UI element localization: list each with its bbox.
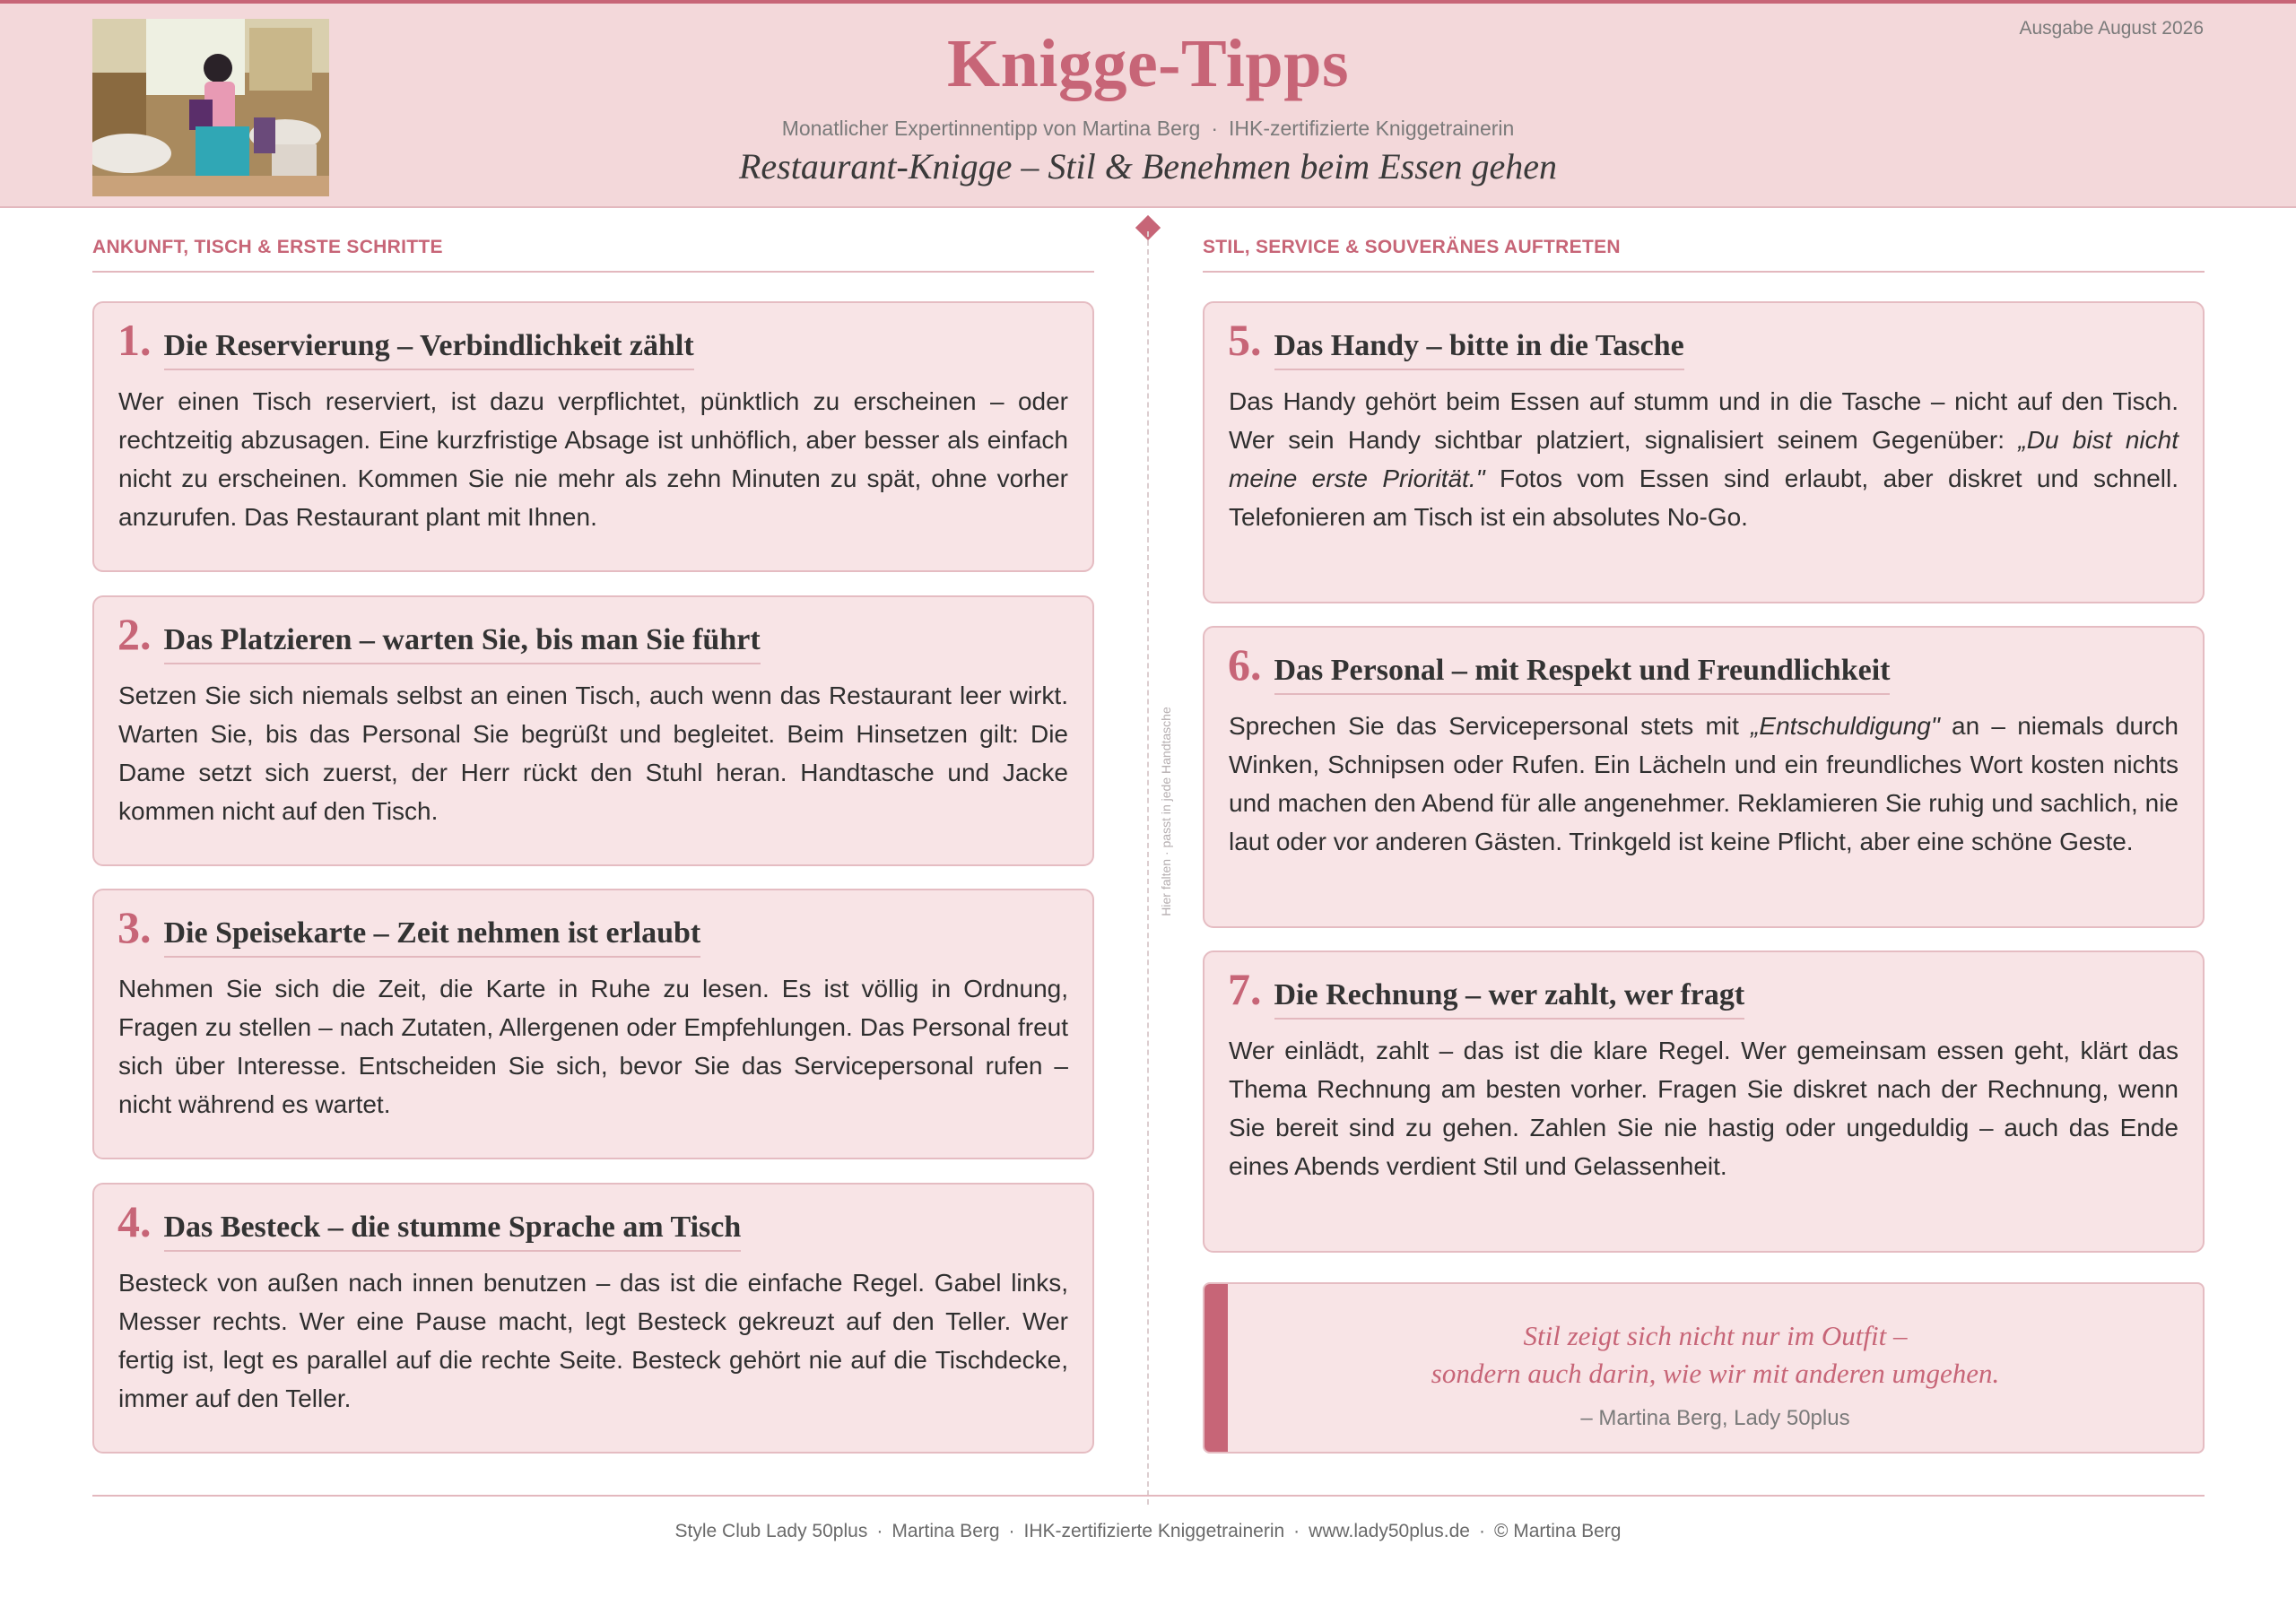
quote-accent-bar bbox=[1205, 1284, 1228, 1452]
tip-heading: Die Rechnung – wer zahlt, wer fragt bbox=[1274, 978, 1745, 1020]
tip-title bbox=[1228, 314, 1684, 370]
subtitle-separator: · bbox=[1211, 117, 1218, 140]
tip-number: 7. bbox=[1228, 964, 1262, 1014]
edition-label: Ausgabe August 2026 bbox=[2019, 18, 2204, 39]
tip-text: Das Handy gehört beim Essen auf stumm und in die Tasche – nicht auf den Tisch. Wer sein Handy sichtbar platziert, signalisiert seinem Gegenüber: „Du bist nicht meine erste Priorität." Fotos vom Essen sind erlaubt, aber diskret und schnell. Telefonieren am Tisch ist ein absolutes No-Go. bbox=[1229, 387, 2179, 531]
tip-card bbox=[1203, 950, 2205, 1253]
subtitle-certification: IHK-zertifizierte Kniggetrainerin bbox=[1229, 117, 1515, 140]
page-title: Knigge-Tipps bbox=[946, 26, 1350, 101]
tip-number: 3. bbox=[117, 902, 152, 952]
tip-title bbox=[117, 901, 700, 958]
fold-divider bbox=[1147, 231, 1149, 1505]
quote-line: sondern auch darin, wie wir mit anderen umgehen. bbox=[1431, 1358, 2000, 1389]
tip-text: Sprechen Sie das Servicepersonal stets mit „Entschuldigung" an – niemals durch Winken, Schnipsen oder Rufen. Ein Lächeln und ein freundliches Wort kosten nichts und machen den Abend für alle angenehmer. Reklamieren Sie ruhig und sachlich, nie laut oder vor anderen Gästen. Trinkgeld ist keine Pflicht, aber eine schöne Geste. bbox=[1229, 712, 2179, 855]
page-footer: Style Club Lady 50plus · Martina Berg · IHK-zertifizierte Kniggetrainerin · www.lady50plus.de · © Martina Berg bbox=[674, 1521, 1622, 1541]
tip-heading: Die Reservierung – Verbindlichkeit zählt bbox=[164, 329, 694, 370]
tip-text: Wer einlädt, zahlt – das ist die klare Regel. Wer gemeinsam essen geht, klärt das Thema Rechnung am besten vorher. Fragen Sie diskret nach der Rechnung, wenn Sie bereit sind zu gehen. Zahlen Sie nie hastig oder ungeduldig – auch das Ende eines Abends verdient Stil und Gelassenheit. bbox=[1229, 1037, 2179, 1180]
tip-card bbox=[1203, 626, 2205, 928]
tip-number: 1. bbox=[117, 315, 152, 365]
quote-line: Stil zeigt sich nicht nur im Outfit – bbox=[1523, 1320, 1908, 1351]
page-header bbox=[0, 0, 2296, 208]
tip-text: Wer einen Tisch reserviert, ist dazu verpflichtet, pünktlich zu erscheinen – oder rechtzeitig abzusagen. Eine kurzfristige Absage ist unhöflich, aber besser als einfach nicht zu erscheinen. Kommen Sie nie mehr als zehn Minuten zu spät, ohne vorher anzurufen. Das Restaurant plant mit Ihnen. bbox=[118, 387, 1068, 531]
page-subtitle bbox=[0, 117, 2296, 141]
quoted-phrase: „Du bist nicht meine erste Priorität." bbox=[1229, 426, 2179, 492]
tip-title bbox=[117, 314, 694, 370]
right-column-heading: STIL, SERVICE & SOUVERÄNES AUFTRETEN bbox=[1203, 237, 2205, 273]
tip-text: Nehmen Sie sich die Zeit, die Karte in Ruhe zu lesen. Es ist völlig in Ordnung, Fragen zu stellen – nach Zutaten, Allergenen oder Empfehlungen. Das Personal freut sich über Interesse. Entscheiden Sie sich, bevor Sie das Servicepersonal rufen – nicht während es wartet. bbox=[118, 975, 1068, 1118]
tip-text: Besteck von außen nach innen benutzen – das ist die einfache Regel. Gabel links, Messer rechts. Wer eine Pause macht, legt Besteck gekreuzt auf den Teller. Wer fertig ist, legt es parallel auf die rechte Seite. Besteck gehört nie auf die Tischdecke, immer auf den Teller. bbox=[118, 1269, 1068, 1412]
quote-box bbox=[1203, 1282, 2205, 1454]
page-tagline: Restaurant-Knigge – Stil & Benehmen beim Essen gehen bbox=[738, 146, 1558, 187]
footer-rule bbox=[92, 1495, 2205, 1497]
left-column-heading: ANKUNFT, TISCH & ERSTE SCHRITTE bbox=[92, 237, 1094, 273]
quoted-phrase: „Entschuldigung" bbox=[1751, 712, 1940, 740]
tip-number: 5. bbox=[1228, 315, 1262, 365]
tip-card bbox=[92, 889, 1094, 1159]
quote-author: – Martina Berg, Lady 50plus bbox=[1580, 1406, 1850, 1430]
fold-note: Hier falten · passt in jede Handtasche bbox=[1159, 707, 1173, 916]
tip-text: Setzen Sie sich niemals selbst an einen Tisch, auch wenn das Restaurant leer wirkt. Warten Sie, bis das Personal Sie begrüßt und begleitet. Beim Hinsetzen gilt: Die Dame setzt sich zuerst, der Herr rückt den Stuhl heran. Handtasche und Jacke kommen nicht auf den Tisch. bbox=[118, 681, 1068, 825]
footer-website-link[interactable]: www.lady50plus.de bbox=[1309, 1521, 1470, 1541]
tip-number: 2. bbox=[117, 609, 152, 659]
tip-card bbox=[92, 301, 1094, 572]
footer-author: Martina Berg bbox=[891, 1521, 1000, 1541]
tip-number: 4. bbox=[117, 1196, 152, 1246]
footer-brand: Style Club Lady 50plus bbox=[674, 1521, 868, 1541]
tip-title bbox=[117, 608, 761, 664]
tip-card bbox=[92, 595, 1094, 866]
subtitle-author: Monatlicher Expertinnentipp von Martina Berg bbox=[781, 117, 1201, 140]
footer-certification: IHK-zertifizierte Kniggetrainerin bbox=[1023, 1521, 1285, 1541]
tip-number: 6. bbox=[1228, 639, 1262, 690]
tip-card bbox=[1203, 301, 2205, 603]
tip-title bbox=[117, 1195, 741, 1252]
tip-title bbox=[1228, 963, 1744, 1020]
tip-heading: Die Speisekarte – Zeit nehmen ist erlaubt bbox=[164, 916, 701, 958]
tip-title bbox=[1228, 638, 1890, 695]
tip-heading: Das Handy – bitte in die Tasche bbox=[1274, 329, 1684, 370]
tip-card bbox=[92, 1183, 1094, 1454]
footer-copyright: © Martina Berg bbox=[1493, 1521, 1622, 1541]
tip-heading: Das Personal – mit Respekt und Freundlichkeit bbox=[1274, 654, 1891, 695]
tip-heading: Das Besteck – die stumme Sprache am Tisch bbox=[164, 1211, 742, 1252]
tip-heading: Das Platzieren – warten Sie, bis man Sie führt bbox=[164, 623, 761, 664]
